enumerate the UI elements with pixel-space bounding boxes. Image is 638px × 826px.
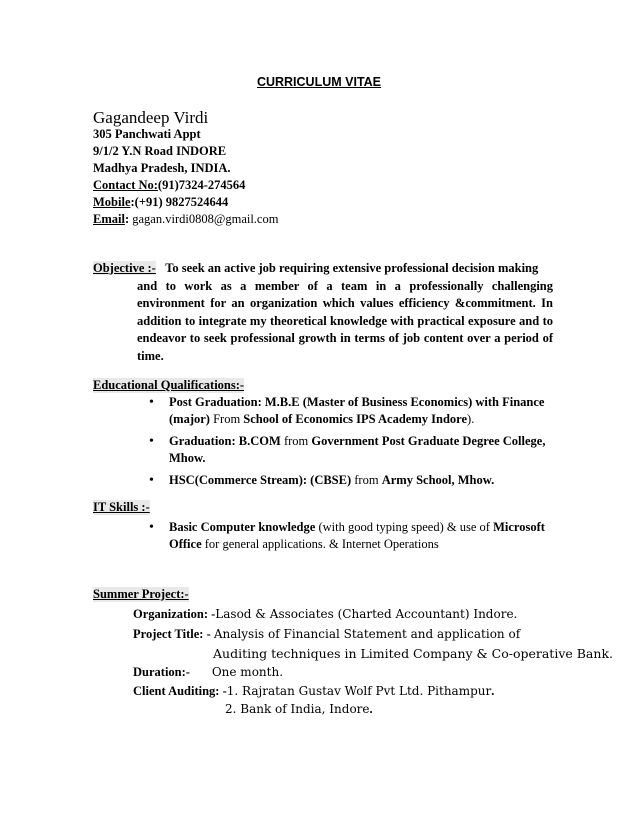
objective-section <box>93 260 553 366</box>
project-title-value-2: Auditing techniques in Limited Company & Co-operative Bank. <box>213 646 613 661</box>
email-value[interactable]: gagan.virdi0808@gmail.com <box>132 212 279 226</box>
project-title-line <box>133 626 520 643</box>
client-auditing-dot: . <box>369 702 373 716</box>
duration-label: Duration:- <box>133 665 190 679</box>
it-skills-item: • Basic Computer knowledge (with good typing speed) & use of Microsoft Office for general applications. & Internet Operations <box>138 519 558 553</box>
email-label: Email <box>93 212 125 226</box>
client-auditing-line: Client Auditing: -1. Rajratan Gustav Wolf Pvt Ltd. Pithampur. <box>133 684 495 698</box>
duration-value: One month. <box>211 665 284 679</box>
organization-line <box>133 606 517 623</box>
duration-line <box>133 664 283 681</box>
mobile-value: :(+91) 9827524644 <box>130 195 229 209</box>
document-title: CURRICULUM VITAE <box>256 75 382 89</box>
address-line-3: Madhya Pradesh, INDIA. <box>93 161 231 175</box>
objective-text: and to work as a member of a team in a professionally challenging environment for an organization which values efficiency &commitment. In addition to integrate my theoretical knowledge with practical exposure and to endeavor to seek professional growth in terms of job content over a period of time. <box>137 278 553 363</box>
education-heading: Educational Qualifications:- <box>93 378 245 392</box>
address-line-2: 9/1/2 Y.N Road INDORE <box>93 144 227 158</box>
client-auditing-value-1: 1. Rajratan Gustav Wolf Pvt Ltd. Pithampur <box>226 684 492 698</box>
organization-label: Organization: - <box>133 607 216 621</box>
organization-value: Lasod & Associates (Charted Accountant) Indore. <box>215 607 518 621</box>
education-item-postgrad: • Post Graduation: M.B.E (Master of Business Economics) with Finance (major) From School of Economics IPS Academy Indore). <box>138 394 558 428</box>
it-skills-heading: IT Skills :- <box>93 500 150 514</box>
contact-line <box>93 177 245 194</box>
client-auditing-line-2 <box>225 701 373 718</box>
contact-value: (91)7324-274564 <box>157 178 246 192</box>
client-auditing-value-2: 2. Bank of India, Indore <box>225 702 370 716</box>
contact-label: Contact No: <box>93 178 158 192</box>
education-list <box>138 394 558 494</box>
objective-line1: To seek an active job requiring extensive professional decision making <box>165 261 539 275</box>
objective-label: Objective :- <box>93 261 156 275</box>
email-line <box>93 211 278 228</box>
summer-project-heading: Summer Project:- <box>93 587 189 601</box>
project-title-label: Project Title: - <box>133 627 211 641</box>
mobile-label: Mobile <box>93 195 131 209</box>
it-skills-list <box>138 519 558 558</box>
address-line-1: 305 Panchwati Appt <box>93 127 201 141</box>
client-auditing-label: Client Auditing: - <box>133 684 227 698</box>
mobile-line <box>93 194 228 211</box>
email-sep: : <box>124 212 130 226</box>
education-item-grad: • Graduation: B.COM from Government Post Graduate Degree College, Mhow. <box>138 433 558 467</box>
education-item-hsc: • HSC(Commerce Stream): (CBSE) from Army School, Mhow. <box>138 472 558 489</box>
candidate-name: Gagandeep Virdi <box>93 108 209 127</box>
project-title-value: Analysis of Financial Statement and application of <box>213 627 521 641</box>
